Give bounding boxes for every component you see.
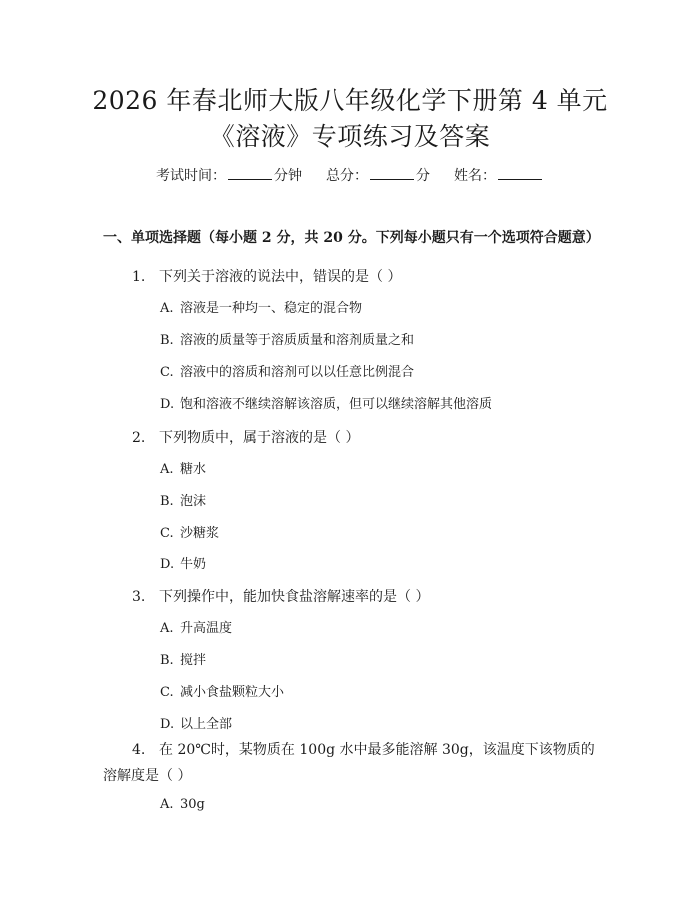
option-letter: B. xyxy=(160,333,174,348)
total-score-blank xyxy=(370,166,414,180)
option-letter: C. xyxy=(160,365,174,380)
question-2-option-a xyxy=(160,459,206,481)
option-letter: C. xyxy=(160,526,174,541)
option-letter: D. xyxy=(160,557,175,572)
question-text: 在 20℃时，某物质在 100g 水中最多能溶解 30g，该温度下该物质的溶解度是（ ） xyxy=(103,742,595,784)
question-4-option-a xyxy=(160,794,205,816)
option-text: 溶液是一种均一、稳定的混合物 xyxy=(180,301,363,316)
student-name-field xyxy=(454,168,544,184)
option-text: 糖水 xyxy=(180,462,207,477)
question-3-option-d xyxy=(160,714,232,736)
question-3-option-b xyxy=(160,650,206,672)
option-letter: A. xyxy=(160,462,174,477)
option-text: 溶液的质量等于溶质质量和溶剂质量之和 xyxy=(180,333,415,348)
option-text: 泡沫 xyxy=(180,494,207,509)
question-1-option-a xyxy=(160,298,362,320)
question-number: 2. xyxy=(132,430,146,446)
question-text: 下列操作中，能加快食盐溶解速率的是（ ） xyxy=(159,589,430,605)
option-letter: D. xyxy=(160,717,175,732)
option-text: 饱和溶液不继续溶解该溶质，但可以继续溶解其他溶质 xyxy=(180,397,493,412)
question-3-option-c xyxy=(160,682,284,704)
exam-time-label: 考试时间： xyxy=(156,168,226,184)
question-2-option-c xyxy=(160,523,219,545)
question-text: 下列关于溶液的说法中，错误的是（ ） xyxy=(159,269,402,285)
question-3-option-a xyxy=(160,618,232,640)
option-letter: A. xyxy=(160,301,174,316)
question-1-option-b xyxy=(160,330,414,352)
question-2 xyxy=(132,427,359,449)
question-number: 4. xyxy=(132,742,146,758)
total-score-field xyxy=(326,168,430,184)
total-score-label: 总分： xyxy=(326,168,368,184)
question-4 xyxy=(103,737,597,789)
option-text: 牛奶 xyxy=(180,557,207,572)
option-text: 沙糖浆 xyxy=(180,526,220,541)
question-3 xyxy=(132,586,429,608)
question-text: 下列物质中，属于溶液的是（ ） xyxy=(159,430,360,446)
option-text: 搅拌 xyxy=(180,653,207,668)
exam-time-unit: 分钟 xyxy=(274,168,302,184)
option-text: 升高温度 xyxy=(180,621,233,636)
section-heading: 一、单项选择题（每小题 2 分，共 20 分。下列每小题只有一个选项符合题意） xyxy=(103,230,600,246)
question-2-option-b xyxy=(160,491,206,513)
option-letter: B. xyxy=(160,653,174,668)
student-name-label: 姓名： xyxy=(454,168,496,184)
exam-info-bar xyxy=(0,166,700,186)
option-letter: D. xyxy=(160,397,175,412)
total-score-unit: 分 xyxy=(416,168,430,184)
option-text: 以上全部 xyxy=(180,717,233,732)
question-1-option-d xyxy=(160,394,492,416)
option-text: 30g xyxy=(180,797,205,812)
option-letter: B. xyxy=(160,494,174,509)
option-text: 减小食盐颗粒大小 xyxy=(180,685,285,700)
exam-time-field xyxy=(156,168,302,184)
student-name-blank xyxy=(498,166,542,180)
option-letter: A. xyxy=(160,621,174,636)
document-title-line-2: 《溶液》专项练习及答案 xyxy=(209,122,491,151)
option-text: 溶液中的溶质和溶剂可以以任意比例混合 xyxy=(180,365,415,380)
exam-time-blank xyxy=(228,166,272,180)
document-title-line-1: 2026 年春北师大版八年级化学下册第 4 单元 xyxy=(92,86,608,115)
question-1 xyxy=(132,266,401,288)
question-2-option-d xyxy=(160,554,206,576)
question-number: 3. xyxy=(132,589,146,605)
option-letter: C. xyxy=(160,685,174,700)
question-number: 1. xyxy=(132,269,146,285)
question-1-option-c xyxy=(160,362,414,384)
option-letter: A. xyxy=(160,797,174,812)
